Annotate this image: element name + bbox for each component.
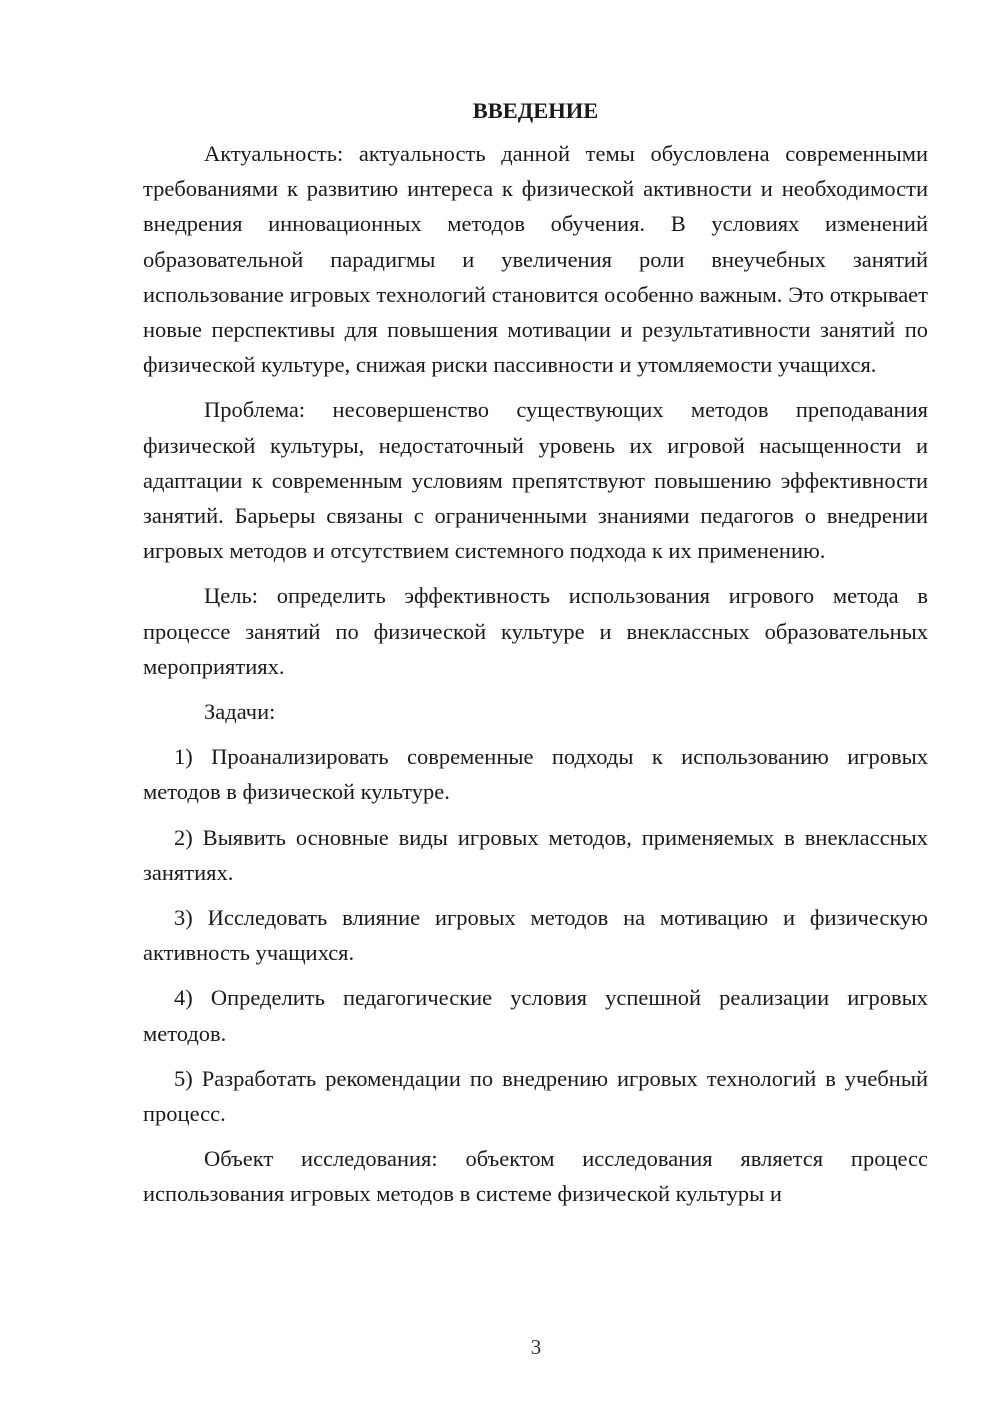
- paragraph-object: Объект исследования: объектом исследования является процесс использования игровых методов в системе физической культуры и: [143, 1146, 928, 1207]
- task-item-3: 3) Исследовать влияние игровых методов на мотивацию и физическую активность учащихся.: [143, 905, 928, 966]
- paragraph-goal: Цель: определить эффективность использования игрового метода в процессе занятий по физической культуре и внеклассных образовательных мероприятиях.: [143, 583, 928, 679]
- task-item-2: 2) Выявить основные виды игровых методов, применяемых в внеклассных занятиях.: [143, 824, 928, 885]
- task-item-5: 5) Разработать рекомендации по внедрению игровых технологий в учебный процесс.: [143, 1065, 928, 1127]
- page-title: ВВЕДЕНИЕ: [472, 98, 599, 123]
- document-body: [143, 96, 928, 1212]
- task-item-1: 1) Проанализировать современные подходы к использованию игровых методов в физической культуре.: [143, 744, 928, 805]
- page-number: 3: [530, 1335, 542, 1359]
- paragraph-problem: Проблема: несовершенство существующих методов преподавания физической культуры, недостаточный уровень их игровой насыщенности и адаптации к современным условиям препятствуют повышению эффективности занятий. Барьеры связаны с ограниченными знаниями педагогов о внедрении игровых методов и отсутствием системного подхода к их применению.: [143, 397, 928, 564]
- task-item-4: 4) Определить педагогические условия успешной реализации игровых методов.: [143, 985, 928, 1046]
- tasks-heading: Задачи:: [204, 699, 276, 725]
- paragraph-relevance: Актуальность: актуальность данной темы обусловлена современными требованиями к развитию интереса к физической активности и необходимости внедрения инновационных методов обучения. В условиях изменений образовательной парадигмы и увеличения роли внеучебных занятий использование игровых технологий становится особенно важным. Это открывает новые перспективы для повышения мотивации и результативности занятий по физической культуре, снижая риски пассивности и утомляемости учащихся.: [143, 141, 928, 378]
- page-number-container: [0, 1334, 1000, 1360]
